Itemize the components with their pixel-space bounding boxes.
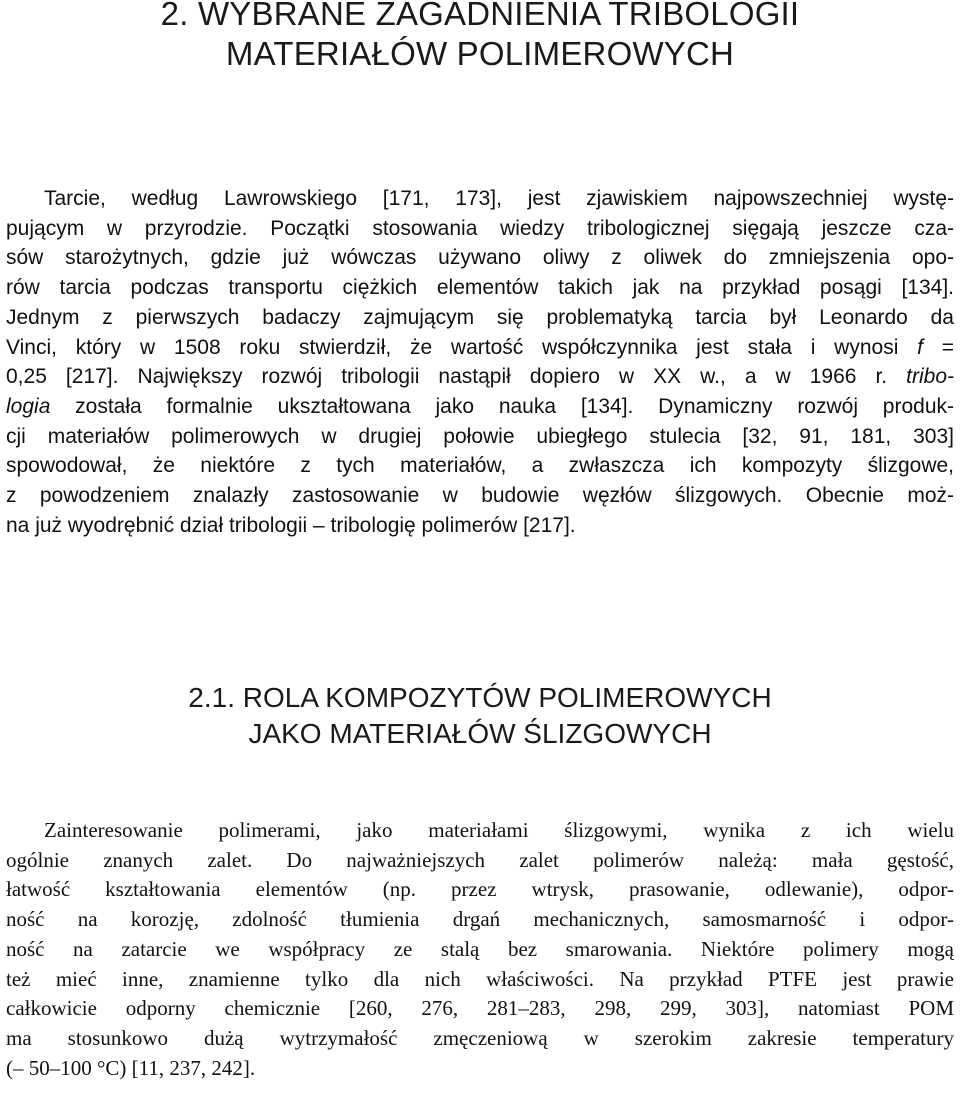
paragraph-line: ma stosunkowo dużą wytrzymałość zmęczeniową w szerokim zakresie temperatury: [6, 1025, 954, 1050]
italic-word-tribo: tribo-: [906, 365, 954, 389]
chapter-title: [0, 0, 960, 74]
paragraph-line-text: 0,25 [217]. Największy rozwój tribologii nastąpił dopiero w XX w., a w 1966 r.: [6, 365, 907, 389]
paragraph-line-text: Vinci, który w 1508 roku stwierdził, że wartość współczynnika jest stała i wynosi: [6, 335, 918, 359]
paragraph-line-logia: [6, 392, 954, 422]
paragraph-line: ogólnie znanych zalet. Do najważniejszych zalet polimerów należą: mała gęstość,: [6, 847, 954, 872]
paragraph-line: też mieć inne, znamienne tylko dla nich właściwości. Na przykład PTFE jest prawie: [6, 966, 954, 991]
paragraph-line: (– 50–100 °C) [11, 237, 242].: [6, 1055, 256, 1080]
paragraph-line-text: została formalnie ukształtowana jako nauka [134]. Dynamiczny rozwój produk-: [50, 394, 954, 418]
paragraph-section-body: [6, 816, 954, 1083]
paragraph-line-tribo: [6, 362, 954, 392]
paragraph-line: sów starożytnych, gdzie już wówczas używano oliwy z oliwek do zmniejszenia opo-: [6, 246, 954, 270]
paragraph-line: całkowicie odporny chemicznie [260, 276, 281–283, 298, 299, 303], natomiast POM: [6, 996, 954, 1021]
paragraph-line: spowodował, że niektóre z tych materiałów, a zwłaszcza ich kompozyty ślizgowe,: [6, 454, 954, 478]
paragraph-line: ność na korozję, zdolność tłumienia drgań mechanicznych, samosmarność i odpor-: [6, 907, 954, 932]
paragraph-line: Jednym z pierwszych badaczy zajmującym się problematyką tarcia był Leonardo da: [6, 305, 954, 329]
chapter-title-line-2: MATERIAŁÓW POLIMEROWYCH: [225, 35, 735, 72]
paragraph-line: łatwość kształtowania elementów (np. przez wtrysk, prasowanie, odlewanie), odpor-: [6, 877, 954, 902]
paragraph-line: pującym w przyrodzie. Początki stosowania wiedzy tribologicznej sięgają jeszcze cza-: [6, 216, 954, 240]
paragraph-line: rów tarcia podczas transportu ciężkich elementów takich jak na przykład posągi [134].: [6, 276, 954, 300]
chapter-title-line-1: 2. WYBRANE ZAGADNIENIA TRIBOLOGII: [160, 0, 800, 32]
paragraph-line: Tarcie, według Lawrowskiego [171, 173], jest zjawiskiem najpowszechniej wystę-: [44, 187, 954, 210]
paragraph-intro: [6, 184, 954, 540]
paragraph-line: Zainteresowanie polimerami, jako materiałami ślizgowymi, wynika z ich wielu: [44, 818, 954, 842]
paragraph-line: z powodzeniem znalazły zastosowanie w budowie węzłów ślizgowych. Obecnie moż-: [6, 484, 954, 508]
paragraph-line: na już wyodrębnić dział tribologii – tribologię polimerów [217].: [6, 513, 576, 537]
equals-sign: =: [922, 335, 954, 359]
section-title: [0, 680, 960, 752]
paragraph-line: ność na zatarcie we współpracy ze stalą bez smarowania. Niektóre polimery mogą: [6, 936, 954, 961]
paragraph-line-formula: [6, 333, 954, 363]
italic-symbol-f: f: [917, 335, 923, 359]
paragraph-line: cji materiałów polimerowych w drugiej połowie ubiegłego stulecia [32, 91, 181, 303]: [6, 424, 954, 448]
section-title-line-1: 2.1. ROLA KOMPOZYTÓW POLIMEROWYCH: [188, 682, 772, 713]
section-title-line-2: JAKO MATERIAŁÓW ŚLIZGOWYCH: [248, 718, 712, 749]
italic-word-logia: logia: [6, 394, 51, 418]
